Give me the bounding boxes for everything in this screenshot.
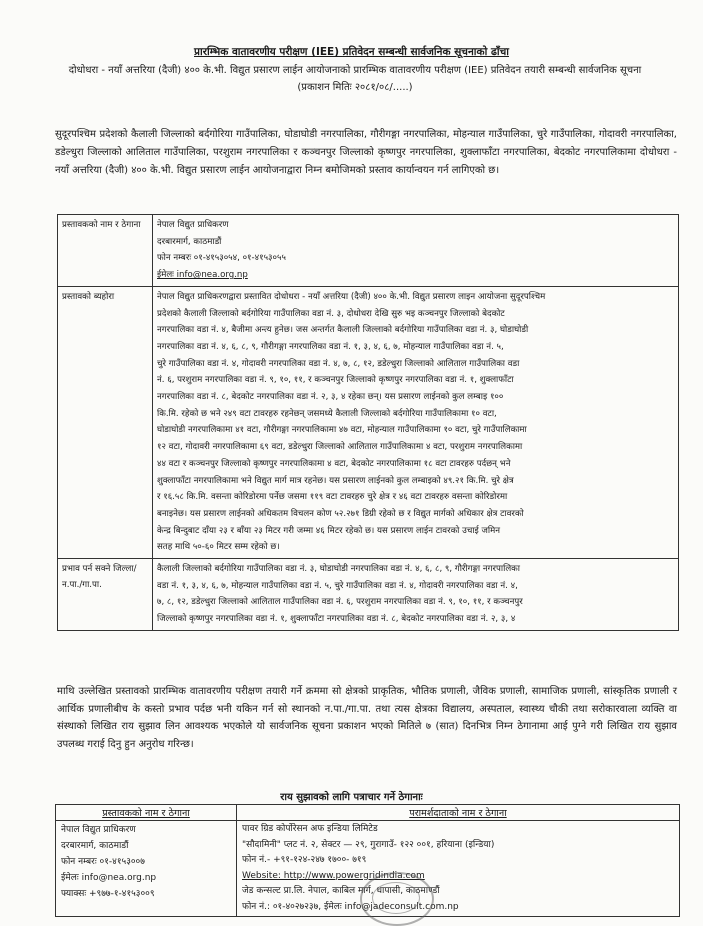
proponent-contact-line: ईमेलः info@nea.org.np <box>61 873 157 883</box>
affected-area-line: जिल्लाको कृष्णपुर नगरपालिका वडा नं. १, शुक्लाफाँटा नगरपालिका वडा नं. ८, बेदकोट नगरपालिका वडा नं. २, ३, ४ <box>157 614 516 625</box>
affected-areas-label: प्रभाव पर्न सक्ने जिल्ला/न.पा./गा.पा. <box>58 559 153 631</box>
table-row <box>58 286 679 558</box>
proponent-contact-line: फोन नम्बरः ०१-४१५३००७ <box>61 857 145 867</box>
proposal-table <box>57 214 679 631</box>
intro-paragraph: सुदूरपश्चिम प्रदेशको कैलाली जिल्लाको बर्दगोरिया गाउँपालिका, घोडाघोडी नगरपालिका, गौरीगङ्गा नगरपालिका, मोहन्याल गाउँपालिका, चुरे गाउँपालिका, गोदावरी नगरपालिका, डडेल्धुरा जिल्लाको आलिताल गाउँपालिका, परशुराम नगरपालिका र कञ्चनपुर जिल्लाको कृष्णपुर नगरपालिका, शुक्लाफाँटा नगरपालिका, बेदकोट नगरपालिकामा दोधोधरा - नयाँ अत्तरिया (दैजी) ४०० के.भी. विद्युत प्रसारण लाईन आयोजनाद्वारा निम्न बमोजिमको प्रस्ताव कार्यान्वयन गर्न लागिएको छ। <box>55 129 677 176</box>
proponent-label: प्रस्तावकको नाम र ठेगाना <box>58 215 153 287</box>
affected-area-line: वडा नं. १, ३, ४, ६, ७, मोहन्याल गाउँपालिका वडा नं. ५, चुरे गाउँपालिका वडा नं. ४, गोदावरी नगरपालिका वडा नं. ४, <box>157 580 518 591</box>
proponent-column-header: प्रस्तावकको नाम र ठेगाना <box>56 805 237 821</box>
description-line: नं. ६, परशुराम नगरपालिका वडा नं. ९, १०, ११, र कञ्चनपुर जिल्लाको कृष्णपुर नगरपालिका वडा नं. १, शुक्लाफाँटा <box>157 375 514 386</box>
consultant-contact-line: जेड कन्सल्ट प्रा.लि. नेपाल, काबिल मार्ग, धापासी, काठमाण्डौं <box>242 886 440 896</box>
proponent-email: ईमेलः info@nea.org.np <box>157 270 248 281</box>
table-header-row <box>56 805 680 821</box>
description-line: सतह माथि ५०-६० मिटर सम्म रहेको छ। <box>157 542 280 553</box>
proponent-name: नेपाल विद्युत प्राधिकरण <box>157 220 229 230</box>
description-line: कि.मि. रहेको छ भने २४९ वटा टावरहरु रहनेछन् जसमध्ये कैलाली जिल्लाको बर्दगोरिया गाउँपालिकामा १० वटा, <box>157 408 497 419</box>
proponent-details <box>153 215 679 287</box>
proponent-phone: फोन नम्बरः ०१-४१५३०५४, ०१-४१५३०५५ <box>157 253 286 264</box>
affected-areas <box>153 559 679 631</box>
table-row <box>58 559 679 631</box>
publish-date: (प्रकाशन मितिः २०८१/०८/.....) <box>297 82 413 93</box>
seal-inner-ring <box>372 882 420 914</box>
description-line: र १६.५८ कि.मि. वसन्ता कोरिडोरमा पर्नेछ जसमा ११९ वटा टावरहरु चुरे क्षेत्र र ४६ वटा टावरहरु वसन्ता कोरिडोरमा <box>157 492 508 503</box>
description-line: केन्द्र बिन्दुबाट दाँया २३ र बाँया २३ मिटर गरी जम्मा ४६ मिटर रहेको छ। यस प्रसारण लाईन टावरको उचाई जमिन <box>157 525 500 536</box>
description-line: चुरे गाउँपालिका वडा नं. ४, गोदावरी नगरपालिका वडा नं. ४, ७, ८, १२, डडेल्धुरा जिल्लाको आलिताल गाउँपालिका वडा <box>157 358 520 369</box>
proponent-address: दरबारमार्ग, काठमाडौं <box>157 236 222 247</box>
description-line: शुक्लाफाँटा नगरपालिकामा भने विद्युत मार्ग मात्र रहनेछ। यस प्रसारण लाईनको कुल लम्बाइको ४९.२१ कि.मि. चुरे क्षेत्र <box>157 475 514 486</box>
subtitle-text: दोधोधरा - नयाँ अत्तरिया (दैजी) ४०० के.भी. विद्युत प्रसारण लाईन आयोजनाको प्रारम्भिक वातावरणीय परीक्षण (IEE) प्रतिवेदन तयारी सम्बन्धी सार्वजनिक सूचना <box>68 65 642 76</box>
notice-subtitle <box>30 62 680 96</box>
consultant-contact-line: फोन नं.- +९१-१२४-२४७ १७००- ७१९ <box>242 855 367 865</box>
consultant-website-link[interactable]: Website: http://www.powergridindia.com <box>242 870 425 881</box>
description-line: घोडाघोडी नगरपालिकामा ४१ वटा, गौरीगङ्गा नगरपालिकामा ४७ वटा, मोहन्याल गाउँपालिकामा १० वटा, चुरे गाउँपालिकामा <box>157 425 527 436</box>
consultant-contact-line: पावर ग्रिड कोर्पोरेसन अफ इन्डिया लिमिटेड <box>242 824 378 834</box>
proponent-contact-line: फ्याक्सः +९७७-१-४१५३००९ <box>61 889 155 899</box>
notice-title: प्रारम्भिक वातावरणीय परीक्षण (IEE) प्रतिवेदन सम्बन्धी सार्वजनिक सूचनाको ढाँचा <box>194 46 509 58</box>
proponent-contact-line: दरबारमार्ग, काठमाडौं <box>61 841 129 851</box>
address-heading: राय सुझावको लागि पत्राचार गर्ने ठेगानाः <box>280 792 423 803</box>
description-line: नगरपालिका वडा नं. ४, बैजीमा अन्त्य हुनेछ। जस अन्तर्गत कैलाली जिल्लाको बर्दगोरिया गाउँपालिका वडा नं. ३, घोडाघोडी <box>157 325 529 336</box>
affected-area-line: कैलाली जिल्लाको बर्दगोरिया गाउँपालिका वडा नं. ३, घोडाघोडी नगरपालिका वडा नं. ४, ६, ८, ९, गौरीगङ्गा नगरपालिका <box>157 564 521 575</box>
proponent-address-cell <box>56 821 237 917</box>
request-paragraph: माथि उल्लेखित प्रस्तावको प्रारम्भिक वातावरणीय परीक्षण तयारी गर्ने क्रममा सो क्षेत्रको प्राकृतिक, भौतिक प्रणाली, जैविक प्रणाली, सामाजिक प्रणाली, सांस्कृतिक प्रणाली र आर्थिक प्रणालीबीच के कस्तो प्रभाव पर्दछ भनी यकिन गर्न सो स्थानको न.पा./गा.पा. तथा त्यस क्षेत्रका विद्यालय, अस्पताल, स्वास्थ्य चौकी तथा सरोकारवाला व्यक्ति वा संस्थाको लिखित राय सुझाव लिन आवश्यक भएकोले यो सार्वजनिक सूचना प्रकाशन भएको मितिले ७ (सात) दिनभित्र निम्न ठेगानामा आई पुग्ने गरी लिखित राय सुझाव उपलब्ध गराई दिनु हुन अनुरोध गरिन्छ। <box>57 686 677 750</box>
consultant-address-cell <box>237 821 680 917</box>
proposal-description-label: प्रस्तावको ब्यहोरा <box>58 286 153 558</box>
consultant-contact-line: "सौदामिनी" प्लट नं. २, सेक्टर — २९, गुरागाउँ- १२२ ००१, हरियाना (इन्डिया) <box>242 839 495 850</box>
proponent-contact-line: नेपाल विद्युत प्राधिकरण <box>61 825 136 835</box>
description-line: प्रदेशको कैलाली जिल्लाको बर्दगोरिया गाउँपालिका वडा नं. ३, दोधोधरा देखि सुरु भइ कञ्चनपुर जिल्लाको बेदकोट <box>157 308 505 319</box>
description-line: ४४ वटा र कञ्चनपुर जिल्लाको कृष्णपुर नगरपालिकामा ४ वटा, बेदकोट नगरपालिकामा १८ वटा टावरहरु पर्दछन् भने <box>157 458 511 469</box>
affected-area-line: ७, ८, १२, डडेल्धुरा जिल्लाको आलिताल गाउँपालिका वडा नं. ६, परशुराम नगरपालिका वडा नं. ९, १०, ११, र कञ्चनपुर <box>157 597 523 608</box>
description-line: नगरपालिका वडा नं. ४, ६, ८, ९, गौरीगङ्गा नगरपालिका वडा नं. १, ३, ४, ६, ७, मोहन्याल गाउँपालिका वडा नं. ५, <box>157 341 504 352</box>
official-seal-stamp <box>360 872 434 926</box>
description-line: बनाइनेछ। यस प्रसारण लाईनको अधिकतम विचलन कोण ५२.२७१ डिग्री रहेको छ र विद्युत मार्गको अधिकार क्षेत्र टावरको <box>157 508 524 519</box>
description-line: नेपाल विद्युत प्राधिकरणद्वारा प्रस्तावित दोधोधरा - नयाँ अत्तरिया (दैजी) ४०० के.भी. विद्युत प्रसारण लाइन आयोजना सुदूरपश्चिम <box>157 291 546 302</box>
consultant-column-header: परामर्शदाताको नाम र ठेगाना <box>237 805 680 821</box>
table-row <box>58 215 679 287</box>
consultant-contact-line: फोन नं.: ०१-४०२७२३७, ईमेलः info@jadeconsult.com.np <box>242 901 459 912</box>
description-line: १२ वटा, गोदावरी नगरपालिकामा ६९ वटा, डडेल्धुरा जिल्लाको आलिताल गाउँपालिकामा ४ वटा, परशुराम नगरपालिकामा <box>157 442 523 453</box>
description-line: नगरपालिका वडा नं. ८, बेदकोट नगरपालिका वडा नं. २, ३, ४ रहेका छन्। यस प्रसारण लाईनको कुल लम्बाइ १०० <box>157 392 504 403</box>
proposal-description <box>153 286 679 558</box>
